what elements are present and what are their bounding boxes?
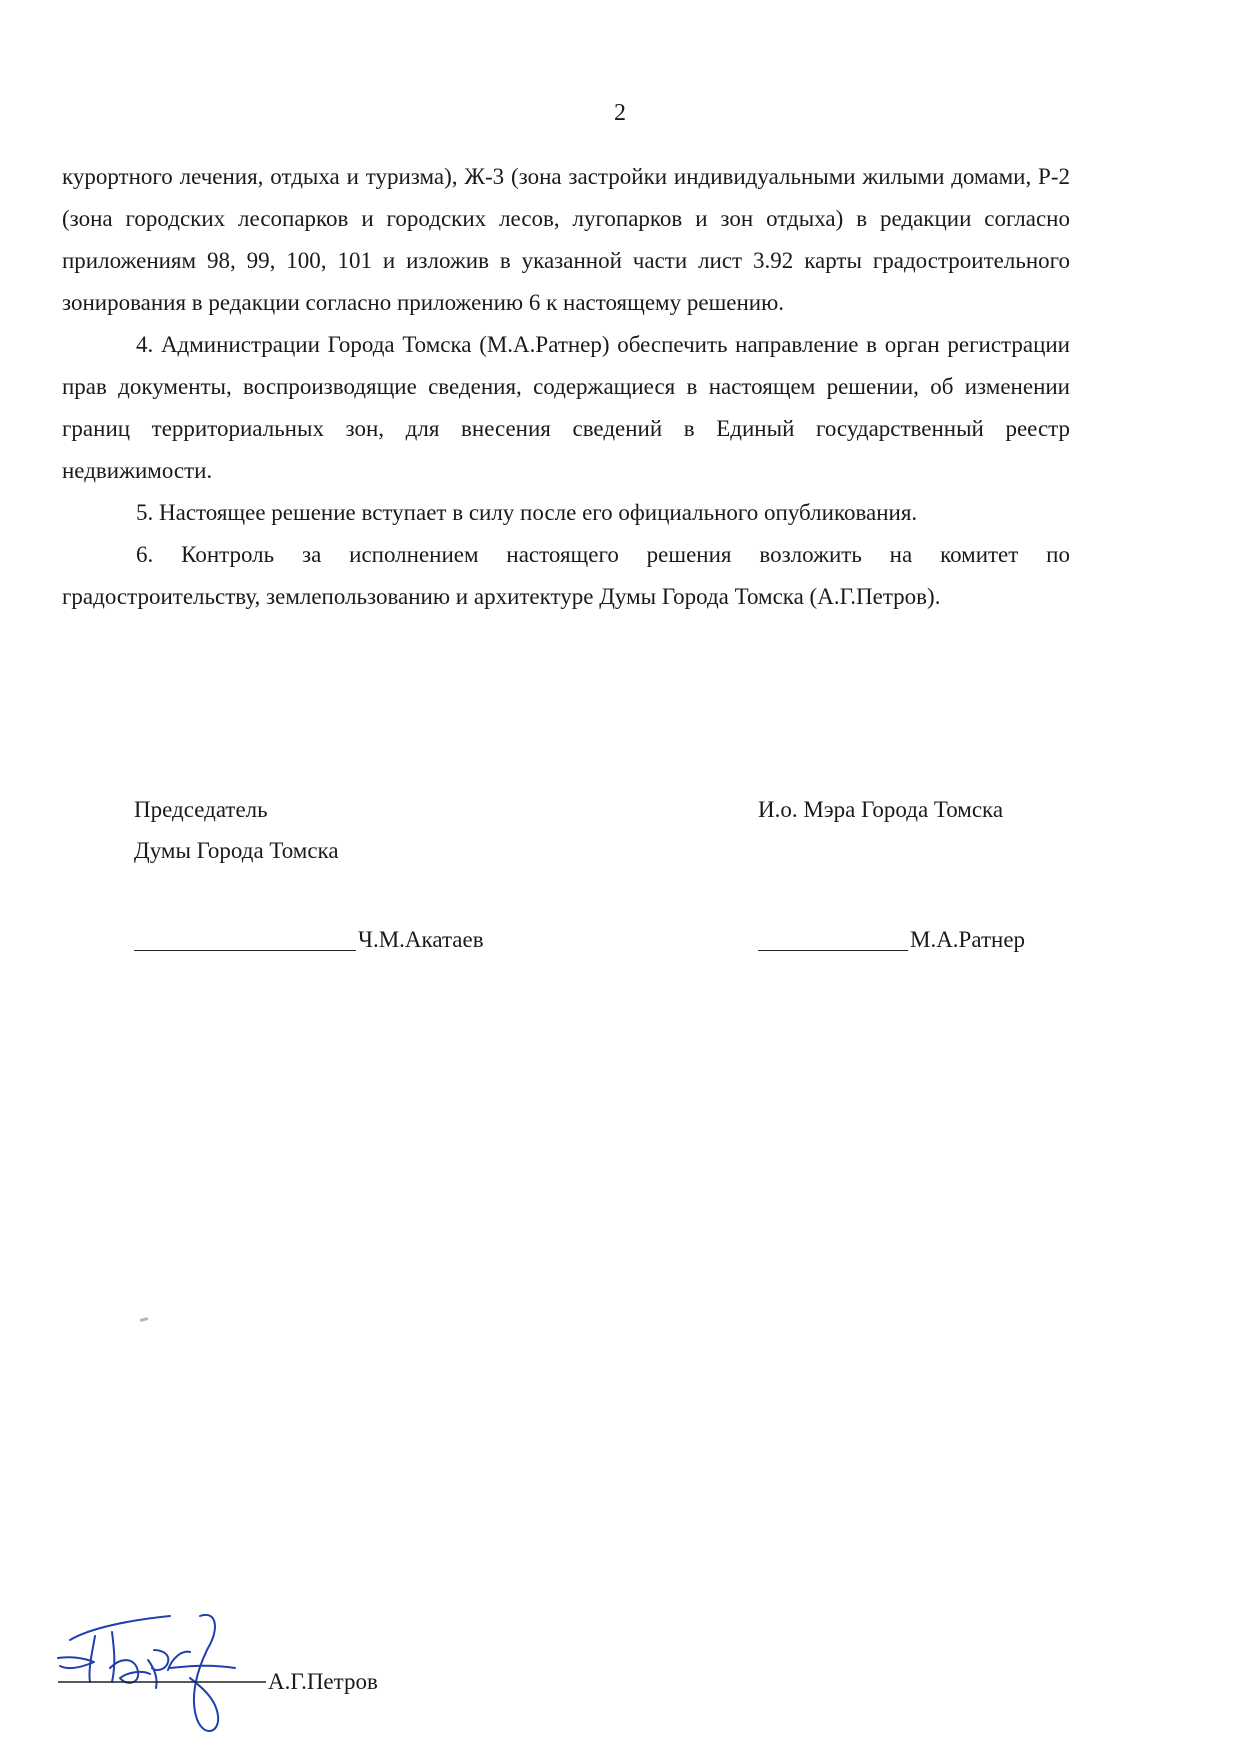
mayor-name: М.А.Ратнер <box>910 927 1026 952</box>
paragraph-item-6: 6. Контроль за исполнением настоящего решения возложить на комитет по градостроительству, землепользованию и архитектуре Думы Города Томска (А.Г.Петров). <box>62 542 1070 609</box>
page-number: 2 <box>614 100 626 126</box>
paragraph-item-4: 4. Администрации Города Томска (М.А.Ратнер) обеспечить направление в орган регистрации прав документы, воспроизводящие сведения, содержащиеся в настоящем решении, об изменении границ территориальных зон, для внесения сведений в Единый государственный реестр недвижимости. <box>62 332 1070 483</box>
chairman-name: Ч.М.Акатаев <box>358 927 484 952</box>
chairman-title: Председатель <box>134 797 268 822</box>
paragraph-continuation: курортного лечения, отдыха и туризма), Ж-3 (зона застройки индивидуальными жилыми домами, Р-2 (зона городских лесопарков и городских лесов, лугопарков и зон отдыха) в редакции согласно приложениям 98, 99, 100, 101 и изложив в указанной части лист 3.92 карты градостроительного зонирования в редакции согласно приложению 6 к настоящему решению. <box>62 164 1070 315</box>
scan-mark <box>140 1317 149 1322</box>
chairman-title-duma: Думы Города Томска <box>134 838 339 863</box>
chairman-signature-line <box>134 950 356 951</box>
paragraph-item-5: 5. Настоящее решение вступает в силу после его официального опубликования. <box>136 500 918 525</box>
mayor-signature-line <box>758 950 908 951</box>
mayor-title: И.о. Мэра Города Томска <box>758 797 1004 822</box>
handwritten-signature-icon <box>50 1598 290 1753</box>
approver-name: А.Г.Петров <box>268 1669 378 1694</box>
document-body <box>62 156 1070 618</box>
